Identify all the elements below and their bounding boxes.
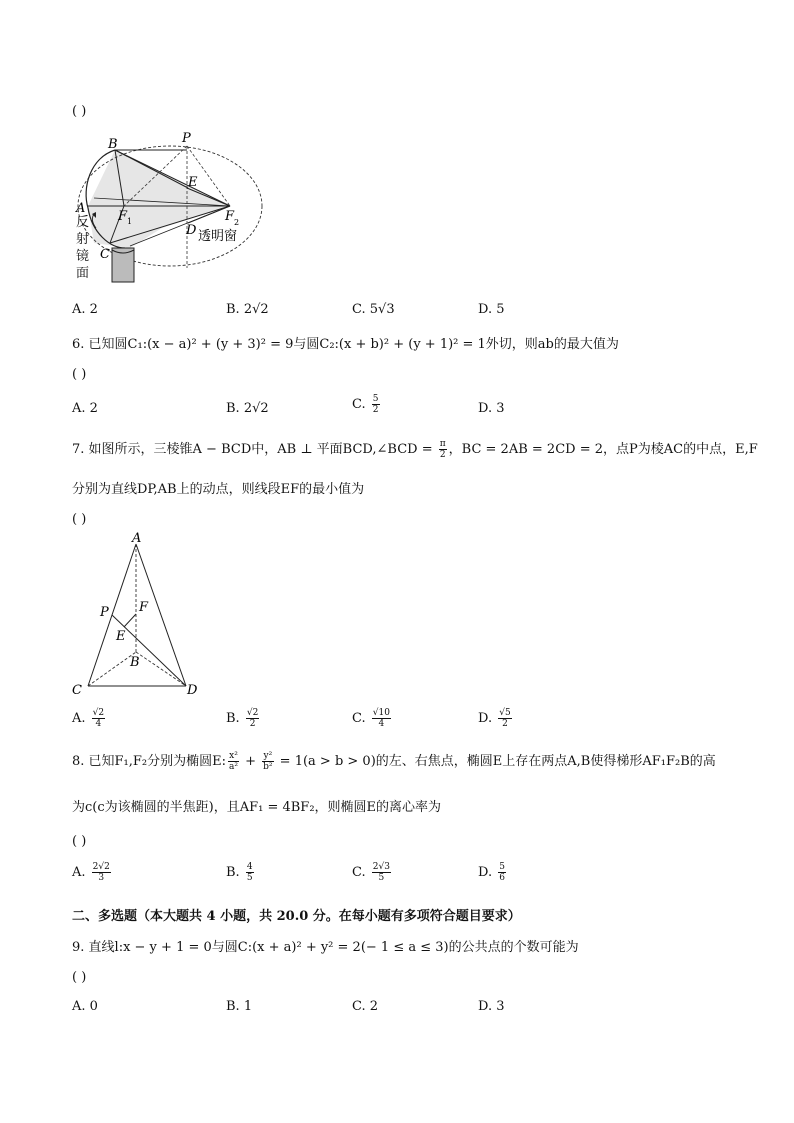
q8-stem-line1: 8. 已知F₁,F₂分别为椭圆E: $\frac{\text{x²}}{\text{a²}}$ + $\frac{\text{y²}}{\text{b²}}$ = 1(a > b > 0)的左、右焦点，椭圆E上存在两点A,B使得梯形AF₁F₂B的高 bbox=[72, 751, 716, 772]
q7-option-d: D. $\frac{√5}{2}$ bbox=[478, 708, 511, 729]
q5-label-window: 透明窗 bbox=[198, 229, 238, 244]
q5-label-A: A bbox=[76, 201, 86, 216]
q7-option-b: B. $\frac{√2}{2}$ bbox=[226, 708, 259, 729]
q5-answer-paren: ( ) bbox=[72, 104, 87, 119]
q7-label-P: P bbox=[100, 605, 109, 620]
q5-label-E: E bbox=[188, 175, 198, 190]
q5-label-F2-sub: 2 bbox=[234, 218, 240, 227]
q8-answer-paren: ( ) bbox=[72, 834, 87, 849]
q7-label-F: F bbox=[139, 600, 149, 615]
q7-label-E: E bbox=[116, 629, 126, 644]
q7-answer-paren: ( ) bbox=[72, 512, 87, 527]
q5-option-a: A. 2 bbox=[72, 302, 98, 317]
q7-option-c: C. $\frac{√10}{4}$ bbox=[352, 708, 390, 729]
q5-label-B: B bbox=[108, 137, 118, 152]
q5-label-F2: F bbox=[225, 209, 235, 224]
q6-option-d: D. 3 bbox=[478, 401, 505, 416]
q5-label-F1: F bbox=[118, 209, 128, 224]
q6-stem: 6. 已知圆C₁:(x − a)² + (y + 3)² = 9与圆C₂:(x + b)² + (y + 1)² = 1外切，则ab的最大值为 bbox=[72, 337, 619, 352]
q6-answer-paren: ( ) bbox=[72, 367, 87, 382]
q7-stem-line1: 7. 如图所示，三棱锥A − BCD中，AB ⊥ 平面BCD,∠BCD = $\frac{\pi}{2}$ ，BC = 2AB = 2CD = 2，点P为棱AC的中点，E,F bbox=[72, 439, 758, 460]
q7-label-C: C bbox=[72, 683, 82, 698]
q7-option-a: A. $\frac{√2}{4}$ bbox=[72, 708, 105, 729]
q9-stem: 9. 直线l:x − y + 1 = 0与圆C:(x + a)² + y² = 2(− 1 ≤ a ≤ 3)的公共点的个数可能为 bbox=[72, 940, 579, 955]
q6-option-a: A. 2 bbox=[72, 401, 98, 416]
q9-option-a: A. 0 bbox=[72, 999, 98, 1014]
q5-label-F1-sub: 1 bbox=[127, 217, 133, 226]
q8-option-d: D. $\frac{5}{6}$ bbox=[478, 862, 505, 883]
q8-option-a: A. $\frac{2√2}{3}$ bbox=[72, 862, 110, 883]
q6-option-c: C. $\frac{5}{2}$ bbox=[352, 394, 379, 415]
q7-label-B: B bbox=[130, 655, 140, 670]
q7-tetrahedron-figure bbox=[66, 530, 216, 702]
q9-option-b: B. 1 bbox=[226, 999, 253, 1014]
q5-option-b: B. 2√2 bbox=[226, 302, 269, 317]
q6-option-b: B. 2√2 bbox=[226, 401, 269, 416]
section-multiple-choice-heading: 二、多选题（本大题共 4 小题，共 20.0 分。在每小题有多项符合题目要求） bbox=[72, 909, 521, 924]
q8-option-b: B. $\frac{4}{5}$ bbox=[226, 862, 253, 883]
q8-option-c: C. $\frac{2√3}{5}$ bbox=[352, 862, 390, 883]
q8-stem-line2: 为c(c为该椭圆的半焦距)，且AF₁ = 4BF₂，则椭圆E的离心率为 bbox=[72, 800, 442, 815]
q5-option-c: C. 5√3 bbox=[352, 302, 395, 317]
q7-stem-line2: 分别为直线DP,AB上的动点，则线段EF的最小值为 bbox=[72, 482, 365, 497]
q7-label-D: D bbox=[187, 683, 198, 698]
q9-option-d: D. 3 bbox=[478, 999, 505, 1014]
q5-option-d: D. 5 bbox=[478, 302, 505, 317]
q5-reflector-figure bbox=[70, 128, 270, 288]
q5-label-P: P bbox=[182, 131, 191, 146]
q9-answer-paren: ( ) bbox=[72, 970, 87, 985]
q7-label-A: A bbox=[132, 531, 142, 546]
q5-label-C: C bbox=[100, 247, 110, 262]
q5-label-D: D bbox=[186, 223, 197, 238]
q9-option-c: C. 2 bbox=[352, 999, 379, 1014]
q5-label-mirror: 反射镜面 bbox=[76, 215, 90, 281]
